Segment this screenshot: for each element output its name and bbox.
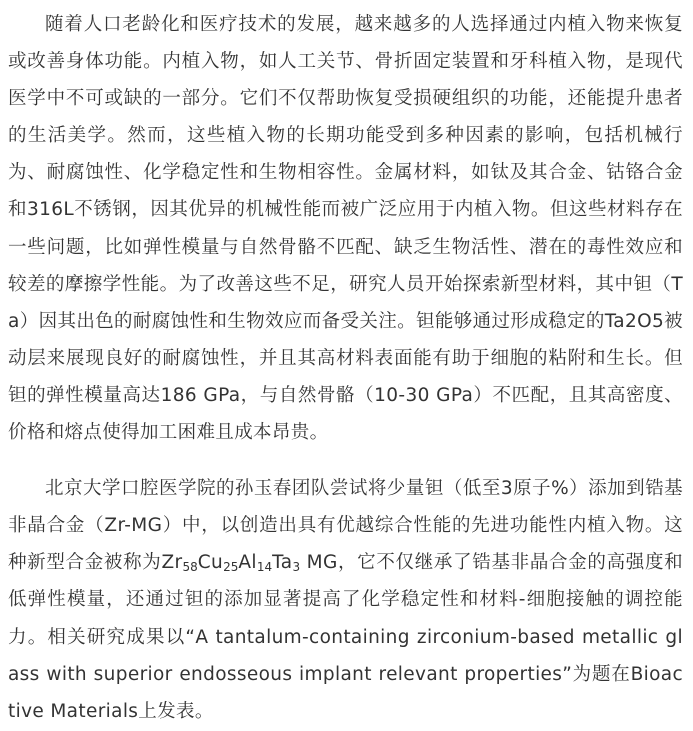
formula-element-zr: Zr (161, 552, 183, 574)
paragraph-research (8, 470, 683, 730)
formula-element-cu: Cu (197, 552, 224, 574)
formula-subscript-ta: 3 (292, 560, 301, 575)
paragraph-research-tail: MG，它不仅继承了锆基非晶合金的高强度和低弹性模量，还通过钽的添加显著提高了化学稳定性和材料-细胞接触的调控能力。相关研究成果以“A tantalum-containing zirconium-based metallic glass with superior endosseous implant relevant properties”为题在Bioactive Materials上发表。 (8, 552, 684, 722)
formula-subscript-al: 14 (256, 560, 273, 575)
formula-element-ta: Ta (272, 552, 293, 574)
formula-subscript-zr: 58 (182, 560, 198, 575)
alloy-formula (162, 552, 301, 573)
paragraph-research-lead: 北京大学口腔医学院的孙玉春团队尝试将少量钽（低至3原子%）添加到锆基非晶合金（Zr-MG）中，以创造出具有优越综合性能的先进功能性内植入物。这种新型合金被称为 (8, 478, 683, 574)
formula-element-al: Al (238, 552, 257, 574)
formula-subscript-cu: 25 (223, 560, 239, 575)
paragraph-intro: 随着人口老龄化和医疗技术的发展，越来越多的人选择通过内植入物来恢复或改善身体功能。内植入物，如人工关节、骨折固定装置和牙科植入物，是现代医学中不可或缺的一部分。它们不仅帮助恢复受损硬组织的功能，还能提升患者的生活美学。然而，这些植入物的长期功能受到多种因素的影响，包括机械行为、耐腐蚀性、化学稳定性和生物相容性。金属材料，如钛及其合金、钴铬合金和316L不锈钢，因其优异的机械性能而被广泛应用于内植入物。但这些材料存在一些问题，比如弹性模量与自然骨骼不匹配、缺乏生物活性、潜在的毒性效应和较差的摩擦学性能。为了改善这些不足，研究人员开始探索新型材料，其中钽（Ta）因其出色的耐腐蚀性和生物效应而备受关注。钽能够通过形成稳定的Ta2O5被动层来展现良好的耐腐蚀性，并且其高材料表面能有助于细胞的粘附和生长。但钽的弹性模量高达186 GPa，与自然骨骼（10-30 GPa）不匹配，且其高密度、价格和熔点使得加工困难且成本昂贵。 (8, 14, 683, 444)
